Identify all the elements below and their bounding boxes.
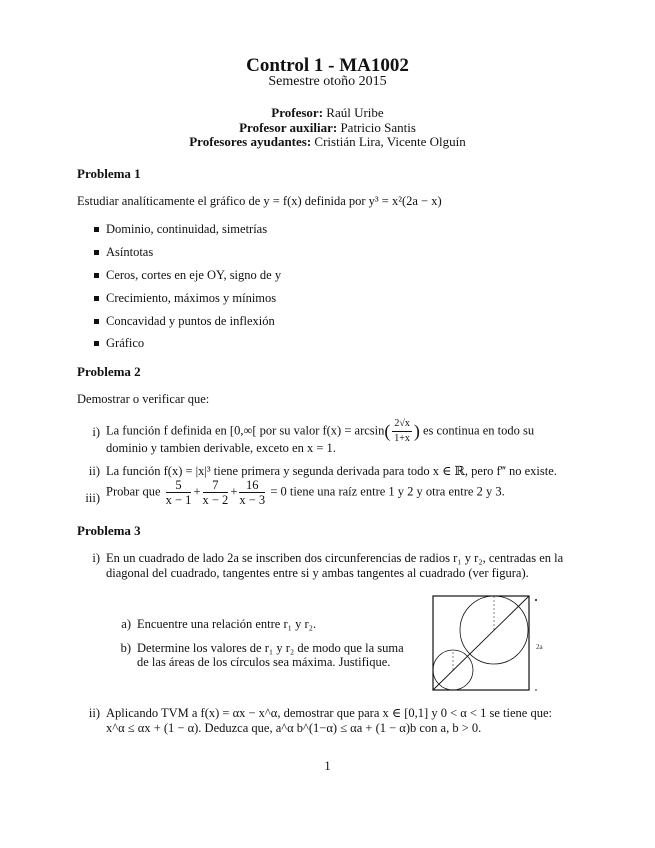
- item-number: ii): [88, 706, 100, 720]
- item-text: = 0 tiene una raíz entre 1 y 2 y otra entre 2 y 3.: [270, 484, 505, 499]
- side-label: 2a: [536, 643, 543, 651]
- item-number: b): [120, 641, 131, 655]
- page-number: 1: [324, 759, 331, 773]
- problema-3-heading: Problema 3: [77, 523, 141, 538]
- fraction: [166, 478, 192, 507]
- list-item: Dominio, continuidad, simetrías: [106, 222, 268, 236]
- problema-2-item-i-cont: dominio y tambien derivable, exceto en x = 1.: [106, 441, 336, 455]
- item-text: es continua en todo su: [423, 423, 535, 438]
- diagonal: [433, 596, 529, 690]
- item-number: i): [92, 551, 100, 565]
- list-item: Ceros, cortes en eje OY, signo de y: [106, 268, 282, 282]
- problema-3-item-b-line1: Determine los valores de r₁ y r₂ de modo que la suma: [137, 641, 404, 655]
- bullet-icon: [94, 250, 99, 255]
- auxiliar-label: Profesor auxiliar:: [239, 120, 338, 135]
- fraction: [239, 478, 265, 507]
- problema-3-item-b-line2: de las áreas de los círculos sea máxima. Justifique.: [137, 655, 391, 669]
- problema-3-item-ii-line1: Aplicando TVM a f(x) = αx − x^α, demostrar que para x ∈ [0,1] y 0 < α < 1 se tiene que:: [106, 706, 552, 720]
- bullet-icon: [94, 319, 99, 324]
- profesor-line: [0, 105, 655, 121]
- denominator: x − 1: [165, 493, 192, 507]
- item-number: iii): [85, 491, 100, 505]
- item-number: i): [92, 425, 100, 439]
- bullet-icon: [94, 296, 99, 301]
- square-circles-figure: [428, 592, 553, 694]
- problema-3-item-a: Encuentre una relación entre r₁ y r₂.: [137, 617, 317, 631]
- list-item: Gráfico: [106, 336, 145, 350]
- fraction: [392, 417, 412, 446]
- problema-2-item-i: La función f definida en [0,∞[ por su valor f(x) = arcsin( $\frac{2√x}{1+x}$ ) es continua en todo su: [106, 418, 535, 444]
- exam-subtitle: Semestre otoño 2015: [268, 74, 387, 89]
- item-text: Probar que: [106, 484, 161, 499]
- profesor-label: Profesor:: [271, 105, 324, 120]
- numerator: 7: [203, 478, 229, 493]
- numerator: 16: [239, 478, 265, 493]
- problema-2-item-iii: Probar que $\frac{5}{x - 1}$ + $\frac{7}{x - 2}$ + $\frac{16}{x - 3}$ = 0 tiene una raíz entre 1 y 2 y otra entre 2 y 3.: [106, 478, 505, 507]
- denominator: x − 3: [239, 493, 266, 507]
- corner-mark: [535, 689, 537, 691]
- item-text: La función f definida en [0,∞[ por su valor f(x) = arcsin: [106, 423, 385, 438]
- problema-3-item-i-line2: diagonal del cuadrado, tangentes entre si y ambas tangentes al cuadrado (ver figura).: [106, 566, 529, 580]
- list-item: Concavidad y puntos de inflexión: [106, 314, 275, 328]
- denominator: 1+x: [394, 433, 410, 444]
- numerator: 2√x: [392, 417, 412, 432]
- denominator: x − 2: [202, 493, 229, 507]
- auxiliar-name: Patricio Santis: [340, 120, 416, 135]
- ayudantes-label: Profesores ayudantes:: [189, 134, 312, 149]
- item-number: ii): [88, 464, 100, 478]
- list-item: Asíntotas: [106, 245, 154, 259]
- list-item: Crecimiento, máximos y mínimos: [106, 291, 277, 305]
- bullet-icon: [94, 341, 99, 346]
- bullet-icon: [94, 227, 99, 232]
- numerator: 5: [166, 478, 192, 493]
- problema-3-item-i-line1: En un cuadrado de lado 2a se inscriben dos circunferencias de radios r₁ y r₂, centradas en la: [106, 551, 564, 565]
- bullet-icon: [94, 273, 99, 278]
- problema-3-item-ii-line2: x^α ≤ αx + (1 − α). Deduzca que, a^α b^(1−α) ≤ αa + (1 − α)b con a, b > 0.: [106, 721, 482, 735]
- problema-2-heading: Problema 2: [77, 364, 141, 379]
- profesor-name: Raúl Uribe: [326, 105, 384, 120]
- fraction: [203, 478, 229, 507]
- problema-2-intro: Demostrar o verificar que:: [77, 392, 210, 406]
- item-number: a): [121, 617, 131, 631]
- exam-title: Control 1 - MA1002: [246, 55, 409, 76]
- problema-2-item-ii: La función f(x) = |x|³ tiene primera y segunda derivada para todo x ∈ ℝ, pero f‴ no existe.: [106, 464, 557, 478]
- problema-1-heading: Problema 1: [77, 166, 141, 181]
- ayudantes-line: [0, 134, 655, 150]
- corner-mark: [535, 599, 537, 601]
- ayudantes-names: Cristián Lira, Vicente Olguín: [314, 134, 466, 149]
- problema-1-intro: Estudiar analíticamente el gráfico de y = f(x) definida por y³ = x²(2a − x): [77, 194, 442, 208]
